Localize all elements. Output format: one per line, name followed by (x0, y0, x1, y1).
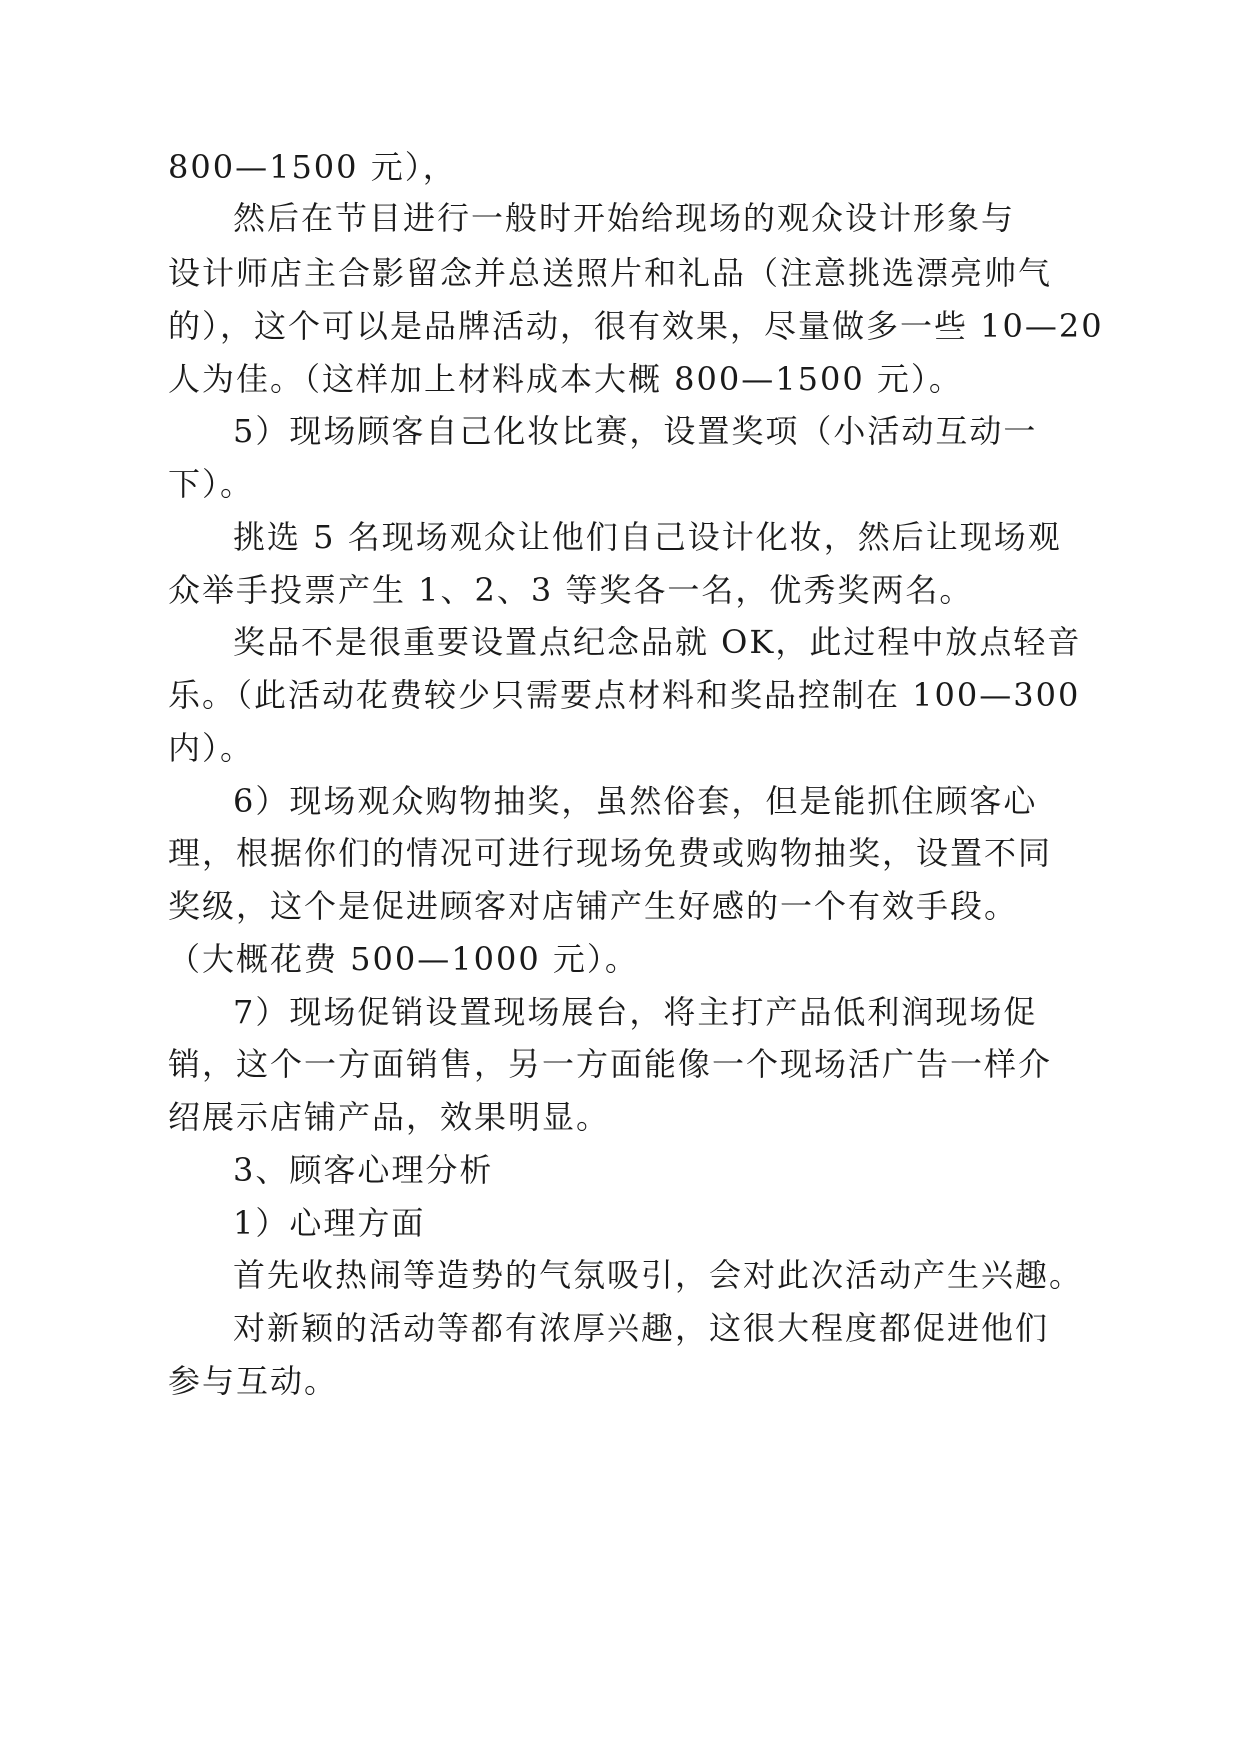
text-line: 5）现场顾客自己化妆比赛，设置奖项（小活动互动一 (233, 412, 1038, 450)
text-line: （大概花费 500—1000 元）。 (168, 940, 639, 978)
text-line: 绍展示店铺产品，效果明显。 (168, 1098, 611, 1136)
text-line: 下）。 (168, 465, 255, 503)
text-line: 6）现场观众购物抽奖，虽然俗套，但是能抓住顾客心 (233, 782, 1038, 820)
text-line: 设计师店主合影留念并总送照片和礼品（注意挑选漂亮帅气 (168, 254, 1053, 292)
text-line: 奖品不是很重要设置点纪念品就 OK，此过程中放点轻音 (233, 623, 1082, 661)
text-line: 的），这个可以是品牌活动，很有效果，尽量做多一些 10—20 (168, 307, 1104, 345)
text-line: 参与互动。 (168, 1362, 339, 1400)
text-line: 销，这个一方面销售，另一方面能像一个现场活广告一样介 (168, 1045, 1053, 1083)
text-line: 人为佳。（这样加上材料成本大概 800—1500 元）。 (168, 360, 963, 398)
text-line: 理，根据你们的情况可进行现场免费或购物抽奖，设置不同 (168, 834, 1053, 872)
text-line: 内）。 (168, 729, 255, 767)
text-line: 800—1500 元）， (168, 148, 457, 186)
text-line: 众举手投票产生 1、2、3 等奖各一名，优秀奖两名。 (168, 571, 974, 609)
text-line: 7）现场促销设置现场展台，将主打产品低利润现场促 (233, 993, 1038, 1031)
text-line: 奖级，这个是促进顾客对店铺产生好感的一个有效手段。 (168, 887, 1019, 925)
section-heading: 3、顾客心理分析 (233, 1151, 494, 1189)
text-line: 首先收热闹等造势的气氛吸引，会对此次活动产生兴趣。 (233, 1256, 1084, 1294)
text-line: 乐。（此活动花费较少只需要点材料和奖品控制在 100—300 (168, 676, 1081, 714)
text-line: 挑选 5 名现场观众让他们自己设计化妆，然后让现场观 (233, 518, 1062, 556)
text-line: 然后在节目进行一般时开始给现场的观众设计形象与 (233, 199, 1016, 237)
text-line: 对新颖的活动等都有浓厚兴趣，这很大程度都促进他们 (233, 1309, 1050, 1347)
subsection-heading: 1）心理方面 (233, 1204, 426, 1242)
